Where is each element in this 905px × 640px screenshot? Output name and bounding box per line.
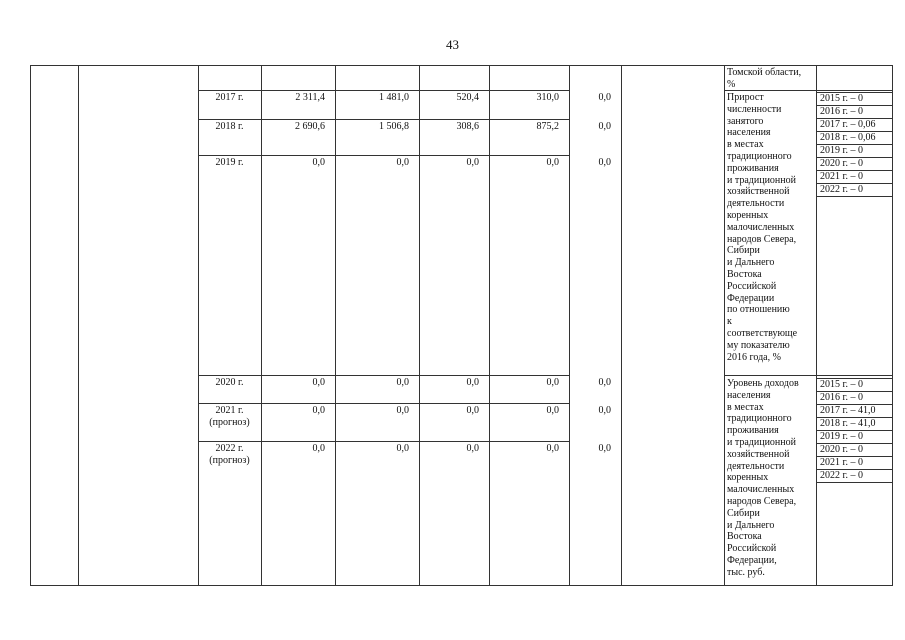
text-line: народов Севера, [727,495,797,507]
text-line: Российской [727,543,777,555]
year-cell [198,443,261,467]
text-line: 2018 г. [215,121,244,132]
target-cell: 2019 г. – 0 [820,145,863,156]
text-line: Сибири [727,245,760,257]
target-cell: 2020 г. – 0 [820,444,863,455]
text-line: и Дальнего [727,519,775,531]
value-cell: 0,0 [312,157,325,168]
text-line: Российской [727,280,777,292]
text-line: численности [727,103,782,115]
horizontal-rule [198,155,570,156]
text-line: Востока [727,268,762,280]
text-line: Томской области, [727,67,802,78]
text-line: народов Севера, [727,233,797,245]
text-line: хозяйственной [727,186,790,198]
text-line: му показателю [727,339,790,351]
text-line: традиционного [727,150,792,162]
value-cell: 308,6 [456,121,479,132]
text-line: Федерации, [727,554,777,566]
text-line: и традиционной [727,436,796,448]
target-cell: 2016 г. – 0 [820,106,863,117]
target-cell: 2017 г. – 41,0 [820,405,876,416]
value-cell: 0,0 [546,405,559,416]
value-cell: 2 690,6 [295,121,325,132]
horizontal-rule [724,375,893,376]
text-line: деятельности [727,198,785,210]
text-line: 2020 г. [215,377,244,388]
target-cell: 2015 г. – 0 [820,379,863,390]
text-line: (прогноз) [209,416,250,428]
target-cell: 2021 г. – 0 [820,171,863,182]
value-cell: 0,0 [396,157,409,168]
horizontal-rule [816,482,893,483]
value-cell: 520,4 [456,92,479,103]
text-line: населения [727,389,771,401]
text-line: коренных [727,472,769,484]
text-line: 2021 г. [215,405,244,416]
text-line: и традиционной [727,174,796,186]
value-cell: 0,0 [312,377,325,388]
horizontal-rule [816,196,893,197]
target-cell: 2019 г. – 0 [820,431,863,442]
value-cell: 0,0 [598,405,611,416]
text-line: коренных [727,209,769,221]
horizontal-rule [198,119,570,120]
vertical-rule [261,65,262,586]
value-cell: 1 506,8 [379,121,409,132]
vertical-rule [198,65,199,586]
vertical-rule [489,65,490,586]
target-cell: 2020 г. – 0 [820,158,863,169]
horizontal-rule [198,375,570,376]
value-cell: 0,0 [546,443,559,454]
text-line: Федерации [727,292,775,304]
target-cell: 2015 г. – 0 [820,93,863,104]
indicator-text [727,92,817,363]
vertical-rule [621,65,622,586]
value-cell: 0,0 [396,377,409,388]
text-line: соответствующе [727,327,798,339]
vertical-rule [30,65,31,586]
text-line: традиционного [727,413,792,425]
value-cell: 0,0 [396,405,409,416]
value-cell: 0,0 [598,157,611,168]
horizontal-rule [30,585,893,586]
text-line: Сибири [727,507,760,519]
value-cell: 2 311,4 [295,92,325,103]
text-line: Уровень доходов [727,378,799,389]
target-cell: 2017 г. – 0,06 [820,119,876,130]
text-line: по отношению [727,304,790,316]
text-line: малочисленных [727,221,795,233]
value-cell: 0,0 [598,443,611,454]
value-cell: 0,0 [546,157,559,168]
value-cell: 0,0 [466,405,479,416]
text-line: населения [727,127,771,139]
target-cell: 2022 г. – 0 [820,470,863,481]
value-cell: 0,0 [546,377,559,388]
text-line: хозяйственной [727,448,790,460]
target-cell: 2021 г. – 0 [820,457,863,468]
text-line: Прирост [727,92,764,103]
value-cell: 0,0 [598,121,611,132]
vertical-rule [419,65,420,586]
text-line: % [727,78,736,90]
year-cell [198,121,261,133]
text-line: к [727,316,732,328]
vertical-rule [78,65,79,586]
text-line: (прогноз) [209,454,250,466]
text-line: и Дальнего [727,257,775,269]
text-line: проживания [727,425,779,437]
horizontal-rule [198,403,570,404]
year-cell [198,405,261,429]
value-cell: 1 481,0 [379,92,409,103]
value-cell: 0,0 [598,92,611,103]
target-cell: 2018 г. – 41,0 [820,418,876,429]
value-cell: 0,0 [312,405,325,416]
budget-table [30,65,892,585]
value-cell: 0,0 [598,377,611,388]
page-number: 43 [446,37,459,52]
vertical-rule [569,65,570,586]
horizontal-rule [30,65,893,66]
text-line: 2016 года, % [727,351,781,363]
value-cell: 0,0 [466,443,479,454]
vertical-rule [335,65,336,586]
indicator-text [727,378,817,579]
target-cell: 2016 г. – 0 [820,392,863,403]
text-line: 2017 г. [215,92,244,103]
text-line: Востока [727,531,762,543]
value-cell: 0,0 [312,443,325,454]
text-line: тыс. руб. [727,566,765,578]
target-cell: 2018 г. – 0,06 [820,132,876,143]
value-cell: 310,0 [536,92,559,103]
year-cell [198,92,261,104]
text-line: в местах [727,139,764,151]
year-cell [198,157,261,169]
horizontal-rule [198,441,570,442]
value-cell: 875,2 [536,121,559,132]
text-line: деятельности [727,460,785,472]
indicator-header [727,67,817,91]
text-line: 2022 г. [215,443,244,454]
year-cell [198,377,261,389]
value-cell: 0,0 [396,443,409,454]
text-line: проживания [727,162,779,174]
value-cell: 0,0 [466,157,479,168]
target-cell: 2022 г. – 0 [820,184,863,195]
vertical-rule [724,65,725,586]
text-line: занятого [727,115,764,127]
horizontal-rule [198,90,570,91]
text-line: в местах [727,401,764,413]
text-line: 2019 г. [215,157,244,168]
value-cell: 0,0 [466,377,479,388]
text-line: малочисленных [727,484,795,496]
